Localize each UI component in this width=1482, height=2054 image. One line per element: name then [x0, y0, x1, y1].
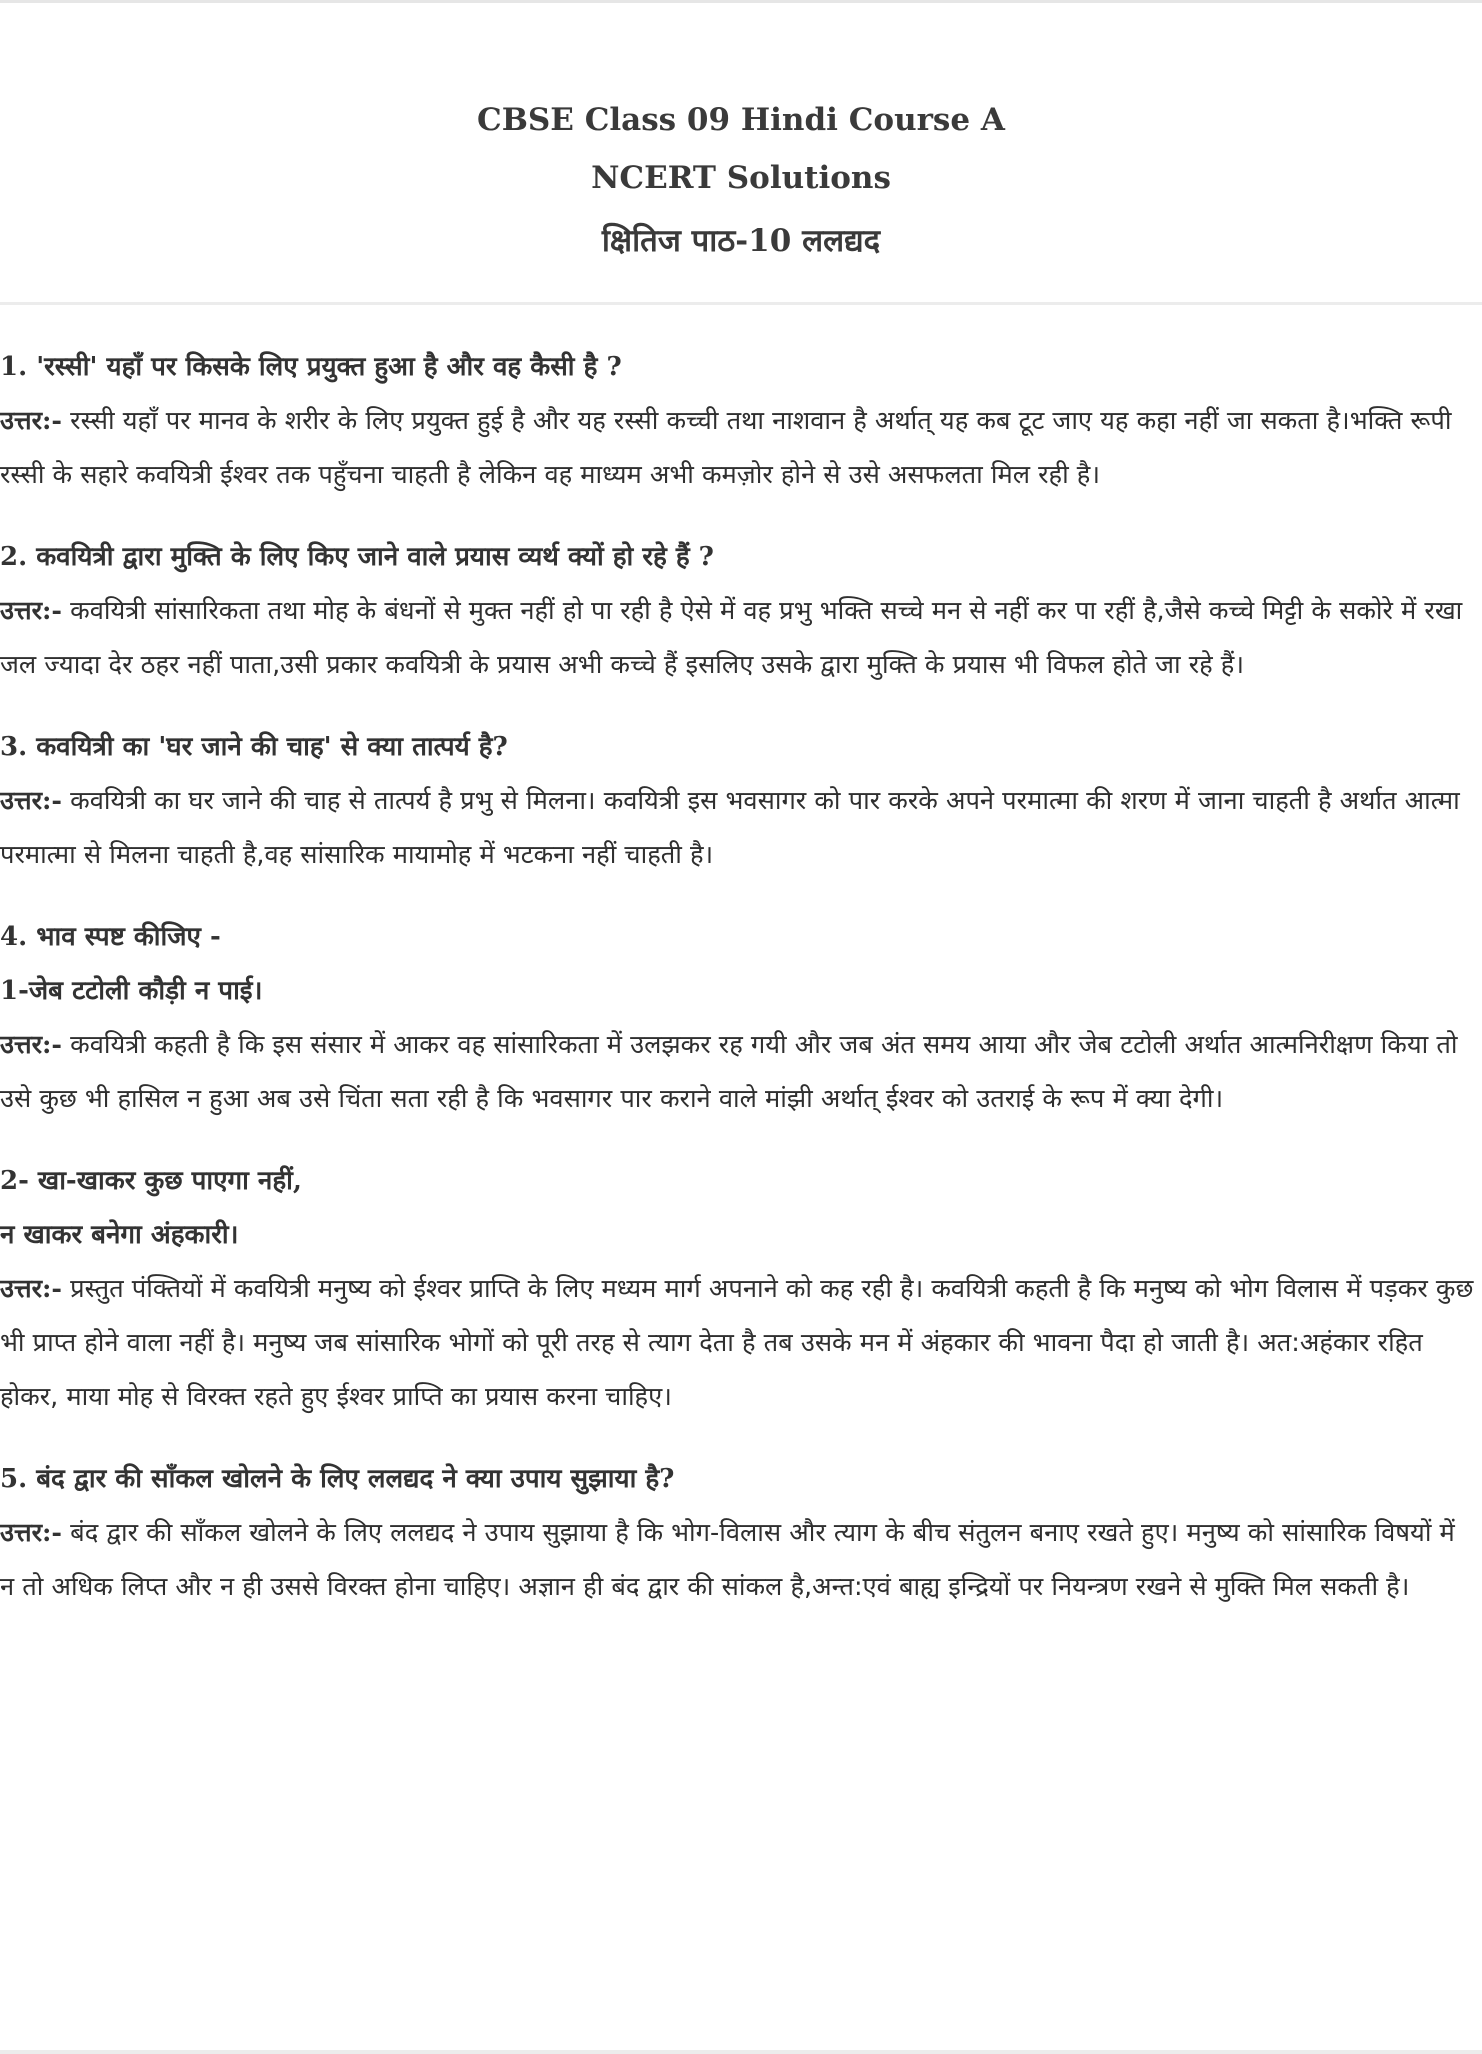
- answer-text: कवयित्री का घर जाने की चाह से तात्पर्य है प्रभु से मिलना। कवयित्री इस भवसागर को पार करके अपने परमात्मा की शरण में जाना चाहती है अर्थात आत्मा परमात्मा से मिलना चाहती है,वह सांसारिक मायामोह में भटकना नहीं चाहती है।: [0, 786, 1460, 870]
- answer-4-2: [0, 1262, 1482, 1424]
- qa-block-5: [0, 1452, 1482, 1614]
- answer-label: उत्तर:-: [0, 1518, 63, 1548]
- question-4: 4. भाव स्पष्ट कीजिए -: [0, 922, 221, 952]
- question-4-sub-2: 2- खा-खाकर कुछ पाएगा नहीं,: [0, 1166, 302, 1196]
- header-chapter-title: क्षितिज पाठ-10 ललद्यद: [601, 223, 881, 259]
- answer-text: रस्सी यहाँ पर मानव के शरीर के लिए प्रयुक्त हुई है और यह रस्सी कच्ची तथा नाशवान है अर्थात् यह कब टूट जाए यह कहा नहीं जा सकता है।भक्ति रूपी रस्सी के सहारे कवयित्री ईश्वर तक पहुँचना चाहती है लेकिन वह माध्यम अभी कमज़ोर होने से उसे असफलता मिल रही है।: [0, 406, 1452, 490]
- question-1: 1. 'रस्सी' यहाँ पर किसके लिए प्रयुक्त हुआ है और वह कैसी है ?: [0, 352, 622, 382]
- question-4-sub-2-line-2: न खाकर बनेगा अंहकारी।: [0, 1220, 239, 1250]
- qa-block-4-1: [0, 910, 1482, 1126]
- qa-content: [0, 340, 1482, 1642]
- question-5: 5. बंद द्वार की साँकल खोलने के लिए ललद्यद ने क्या उपाय सुझाया है?: [0, 1464, 675, 1494]
- qa-block-4-2: [0, 1154, 1482, 1424]
- header-subtitle: NCERT Solutions: [591, 160, 891, 196]
- answer-3: [0, 774, 1482, 882]
- question-4-sub-1: 1-जेब टटोली कौड़ी न पाई।: [0, 976, 263, 1006]
- question-2: 2. कवयित्री द्वारा मुक्ति के लिए किए जाने वाले प्रयास व्यर्थ क्यों हो रहे हैं ?: [0, 542, 714, 572]
- qa-block-1: [0, 340, 1482, 502]
- question-3: 3. कवयित्री का 'घर जाने की चाह' से क्या तात्पर्य है?: [0, 732, 508, 762]
- answer-2: [0, 584, 1482, 692]
- qa-block-2: [0, 530, 1482, 692]
- page-header: [0, 0, 1482, 305]
- bottom-rule: [0, 2050, 1482, 2054]
- answer-text: कवयित्री सांसारिकता तथा मोह के बंधनों से मुक्त नहीं हो पा रही है ऐसे में वह प्रभु भक्ति सच्चे मन से नहीं कर पा रहीं है,जैसे कच्चे मिट्टी के सकोरे में रखा जल ज्यादा देर ठहर नहीं पाता,उसी प्रकार कवयित्री के प्रयास अभी कच्चे हैं इसलिए उसके द्वारा मुक्ति के प्रयास भी विफल होते जा रहे हैं।: [0, 596, 1463, 680]
- answer-text: प्रस्तुत पंक्तियों में कवयित्री मनुष्य को ईश्वर प्राप्ति के लिए मध्यम मार्ग अपनाने को कह रही है। कवयित्री कहती है कि मनुष्य को भोग विलास में पड़कर कुछ भी प्राप्त होने वाला नहीं है। मनुष्य जब सांसारिक भोगों को पूरी तरह से त्याग देता है तब उसके मन में अंहकार की भावना पैदा हो जाती है। अत:अहंकार रहित होकर, माया मोह से विरक्त रहते हुए ईश्वर प्राप्ति का प्रयास करना चाहिए।: [0, 1274, 1474, 1412]
- answer-label: उत्तर:-: [0, 1030, 63, 1060]
- answer-text: कवयित्री कहती है कि इस संसार में आकर वह सांसारिकता में उलझकर रह गयी और जब अंत समय आया और जेब टटोली अर्थात आत्मनिरीक्षण किया तो उसे कुछ भी हासिल न हुआ अब उसे चिंता सता रही है कि भवसागर पार कराने वाले मांझी अर्थात् ईश्वर को उतराई के रूप में क्या देगी।: [0, 1030, 1458, 1114]
- answer-label: उत्तर:-: [0, 596, 63, 626]
- answer-4-1: [0, 1018, 1482, 1126]
- answer-5: [0, 1506, 1482, 1614]
- answer-label: उत्तर:-: [0, 786, 63, 816]
- header-course-title: CBSE Class 09 Hindi Course A: [477, 102, 1005, 138]
- answer-text: बंद द्वार की साँकल खोलने के लिए ललद्यद ने उपाय सुझाया है कि भोग-विलास और त्याग के बीच संतुलन बनाए रखते हुए। मनुष्य को सांसारिक विषयों में न तो अधिक लिप्त और न ही उससे विरक्त होना चाहिए। अज्ञान ही बंद द्वार की सांकल है,अन्त:एवं बाह्य इन्द्रियों पर नियन्त्रण रखने से मुक्ति मिल सकती है।: [0, 1518, 1455, 1602]
- answer-label: उत्तर:-: [0, 1274, 63, 1304]
- qa-block-3: [0, 720, 1482, 882]
- answer-1: [0, 394, 1482, 502]
- answer-label: उत्तर:-: [0, 406, 63, 436]
